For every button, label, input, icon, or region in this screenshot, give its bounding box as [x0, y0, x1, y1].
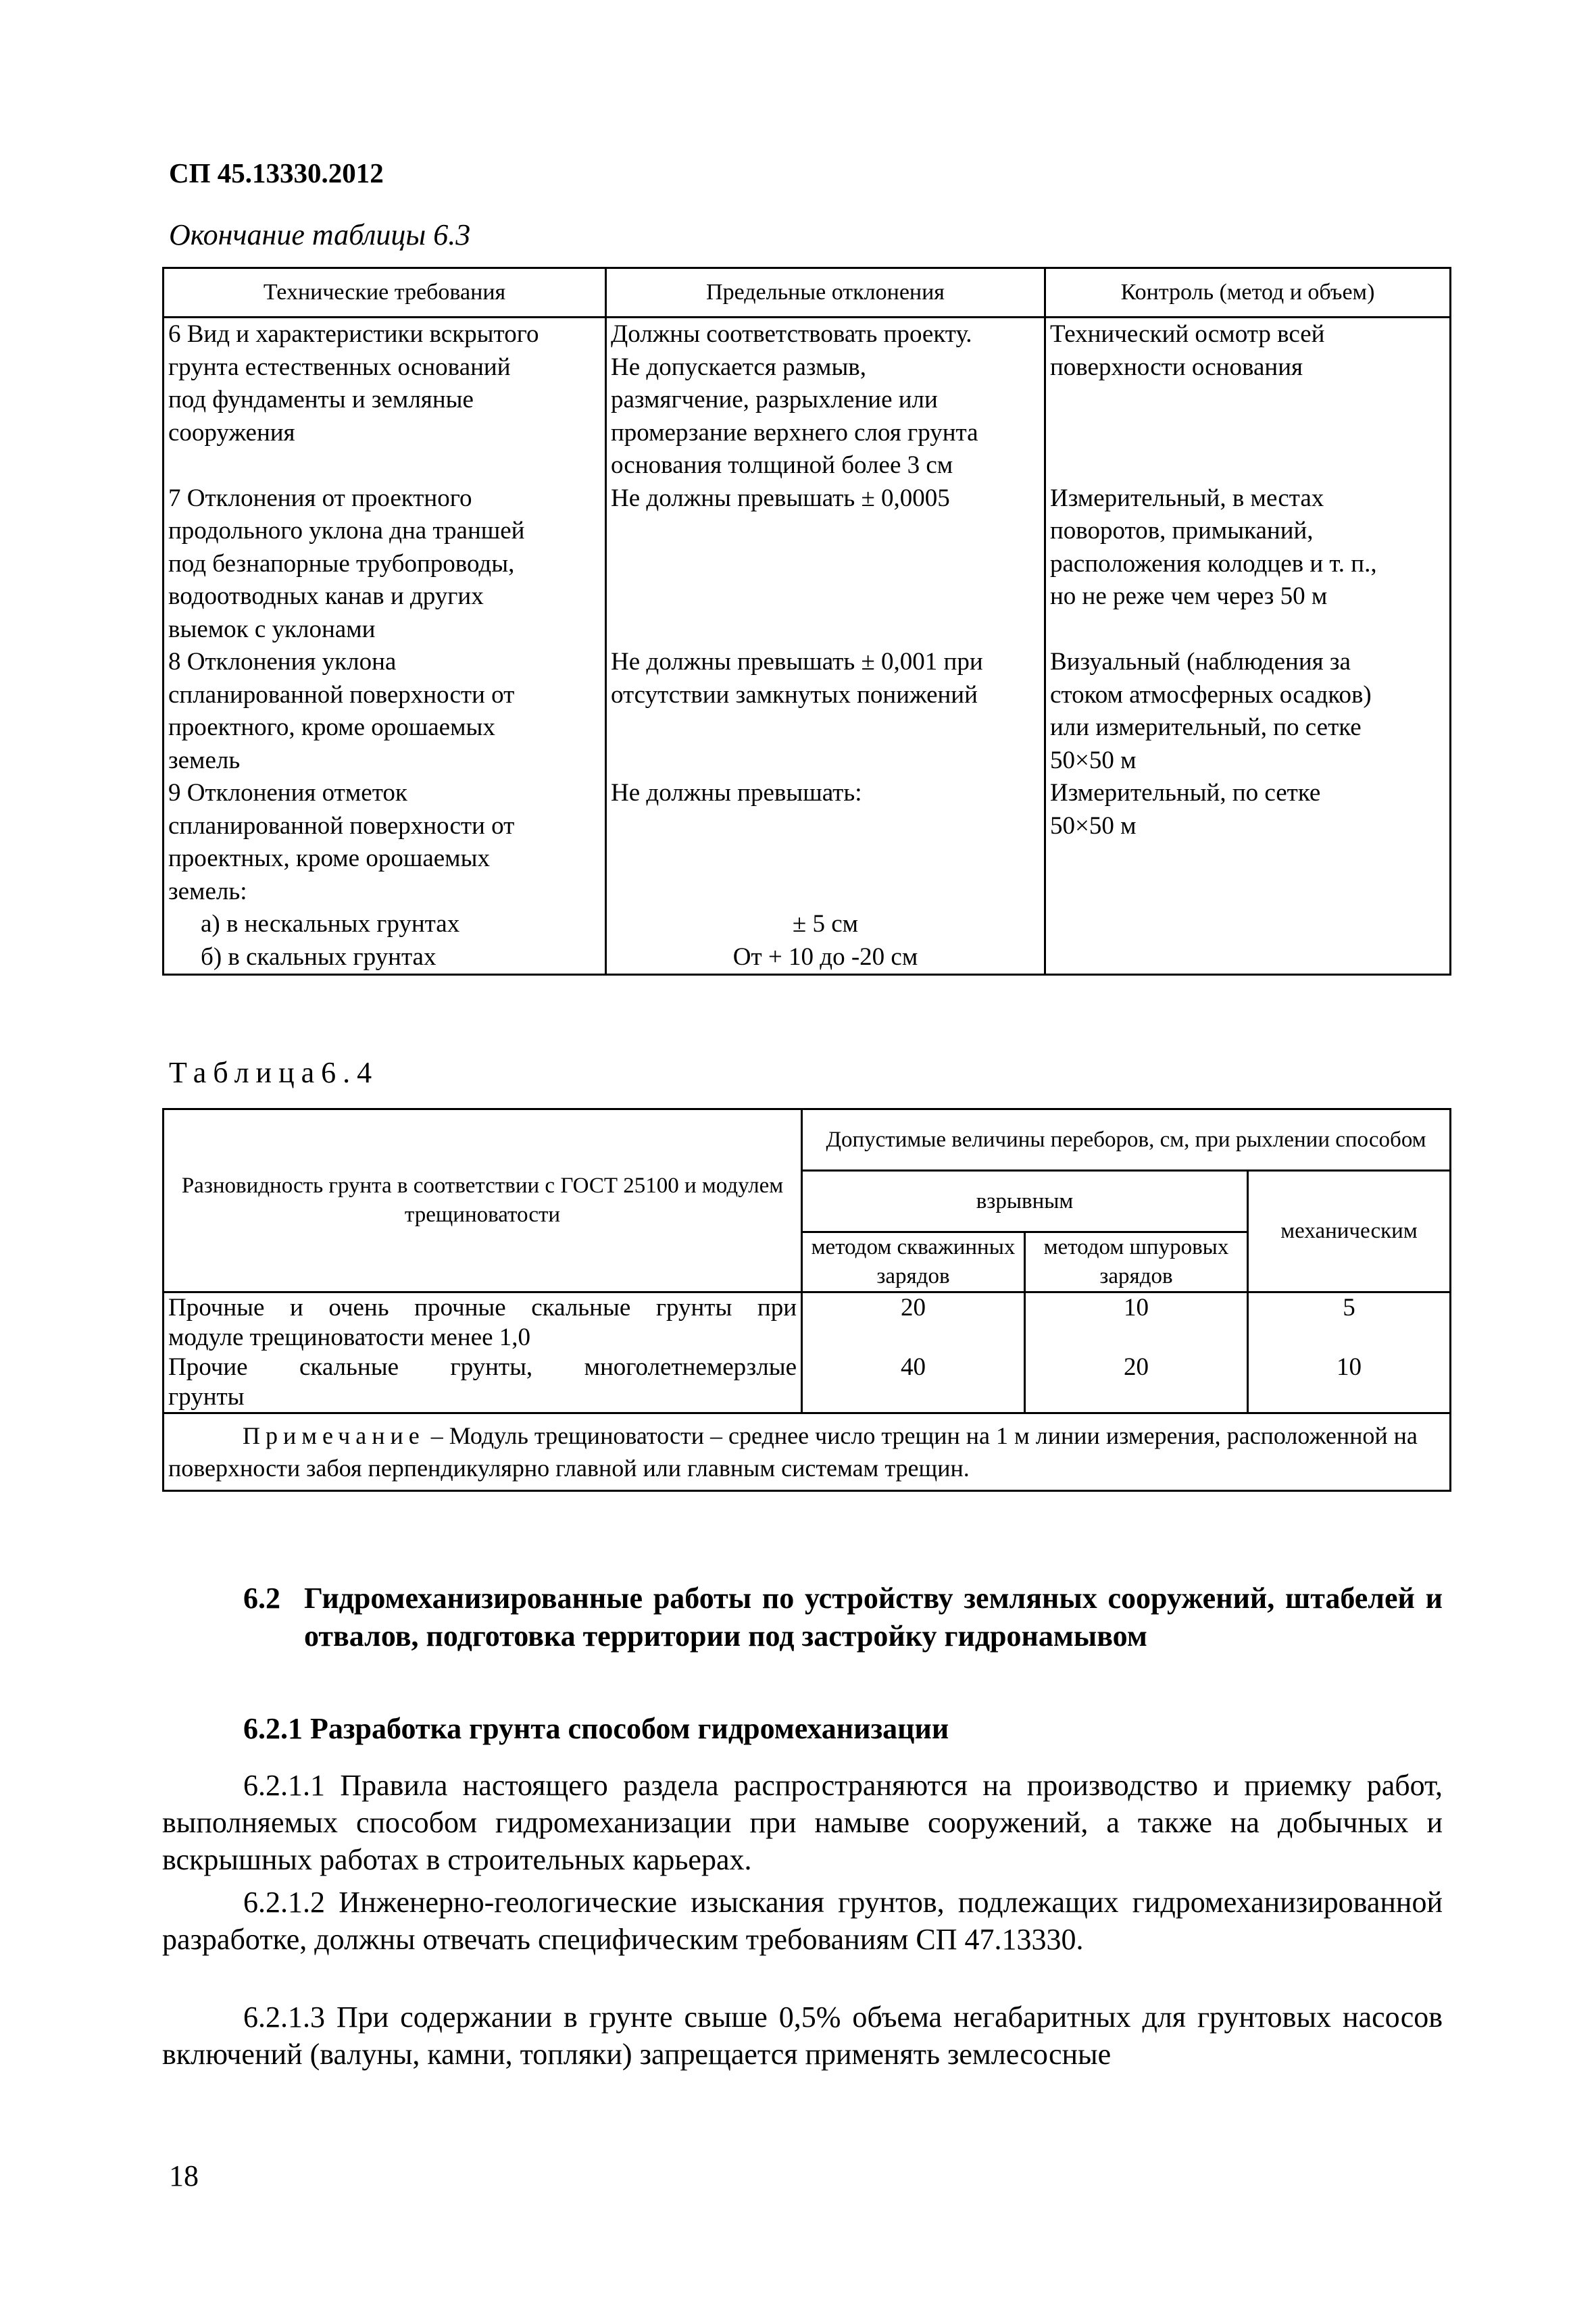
cell-line: Измерительный, по сетке	[1050, 779, 1321, 807]
cell-line: основания толщиной более 3 см	[611, 451, 953, 479]
column-group-header: Допустимые величины переборов, см, при рыхлении способом	[802, 1109, 1451, 1171]
cell-line: Измерительный, в местах	[1050, 484, 1324, 512]
value-cell: 5	[1248, 1292, 1451, 1353]
value-cell: 20	[1025, 1353, 1248, 1413]
sub-item-b: б) в скальных грунтах	[201, 942, 437, 971]
cell-line: 50×50 м	[1050, 811, 1137, 840]
cell-line: под фундаменты и земляные	[168, 386, 474, 413]
column-header: методом шпуровых зарядов	[1025, 1232, 1248, 1292]
sub-item-a-value: ± 5 см	[792, 910, 859, 938]
cell-line: выемок с уклонами	[168, 615, 376, 643]
table-caption: Окончание таблицы 6.3	[169, 218, 471, 251]
cell-line: поверхности основания	[1050, 353, 1303, 381]
value-cell: 20	[802, 1292, 1025, 1353]
column-group-header: взрывным	[802, 1171, 1248, 1232]
column-header: Технические требования	[164, 268, 606, 318]
deviation-cell	[606, 482, 1045, 647]
paragraph: 6.2.1.2 Инженерно-геологические изыскания грунтов, подлежащих гидромеханизированной разработке, должны отвечать специфическим требованиям СП 47.13330.	[162, 1886, 1443, 1956]
cell-line: Не допускается размыв,	[611, 353, 867, 381]
requirement-cell	[164, 646, 606, 777]
table-row	[164, 646, 1451, 777]
cell-line: Не должны превышать ± 0,0005	[611, 484, 950, 512]
control-cell	[1045, 318, 1451, 482]
subsection-heading: 6.2.1 Разработка грунта способом гидромеханизации	[243, 1712, 949, 1745]
cell-line: земель	[168, 746, 241, 774]
sub-item-b-value: От + 10 до -20 см	[732, 942, 918, 971]
cell-line: Должны соответствовать проекту.	[611, 320, 972, 348]
section-number: 6.2	[243, 1582, 280, 1615]
document-code: СП 45.13330.2012	[169, 157, 384, 188]
paragraph: 6.2.1.3 При содержании в грунте свыше 0,5% объема негабаритных для грунтовых насосов включений (валуны, камни, топляки) запрещается применять землесосные	[162, 2001, 1443, 2071]
cell-line: размягчение, разрыхление или	[611, 386, 938, 413]
table-6-3	[162, 267, 1451, 976]
section-title: Гидромеханизированные работы по устройству земляных сооружений, штабелей и отвалов, подготовка территории под застройку гидронамывом	[304, 1582, 1443, 1653]
value-cell: 10	[1248, 1353, 1451, 1413]
table-header-row	[164, 1109, 1451, 1171]
control-cell	[1045, 646, 1451, 777]
soil-type-cell	[164, 1292, 802, 1353]
column-header: Предельные отклонения	[606, 268, 1045, 318]
cell-line: 7 Отклонения от проектного	[168, 484, 472, 512]
cell-line: земель:	[168, 877, 247, 905]
cell-line: расположения колодцев и т. п.,	[1050, 549, 1377, 578]
page-number: 18	[169, 2159, 199, 2192]
cell-line: промерзание верхнего слоя грунта	[611, 418, 978, 447]
cell-line: Не должны превышать ± 0,001 при	[611, 648, 983, 676]
note-text: – Модуль трещиноватости – среднее число трещин на 1 м линии измерения, расположенной на поверхности забоя перпендикулярно главной или главным системам трещин.	[168, 1422, 1418, 1482]
column-header: Разновидность грунта в соответствии с ГОСТ 25100 и модулем трещиноватости	[164, 1109, 802, 1292]
table-header-row	[164, 268, 1451, 318]
requirement-cell	[164, 318, 606, 482]
column-header: механическим	[1248, 1171, 1451, 1292]
cell-line: Визуальный (наблюдения за	[1050, 648, 1351, 676]
value-cell: 10	[1025, 1292, 1248, 1353]
cell-line: грунта естественных оснований	[168, 353, 511, 381]
cell-line: Прочие скальные грунты, многолетнемерзлые	[168, 1353, 797, 1381]
table-row	[164, 777, 1451, 975]
requirement-cell	[164, 482, 606, 647]
table-caption: Таблица6.4	[169, 1056, 379, 1089]
table-note	[164, 1413, 1451, 1491]
cell-line: поворотов, примыканий,	[1050, 517, 1314, 545]
cell-line: продольного уклона дна траншей	[168, 517, 525, 545]
table-note-row	[164, 1413, 1451, 1491]
cell-line: спланированной поверхности от	[168, 811, 515, 840]
cell-line: проектных, кроме орошаемых	[168, 845, 490, 872]
table-6-4	[162, 1108, 1451, 1492]
cell-line: под безнапорные трубопроводы,	[168, 549, 515, 578]
cell-line: грунты	[168, 1383, 245, 1411]
control-cell	[1045, 777, 1451, 975]
column-header: Контроль (метод и объем)	[1045, 268, 1451, 318]
cell-line: водоотводных канав и других	[168, 582, 484, 610]
cell-line: Технический осмотр всей	[1050, 320, 1325, 348]
cell-line: проектного, кроме орошаемых	[168, 713, 495, 741]
cell-line: 9 Отклонения отметок	[168, 779, 407, 807]
cell-line: стоком атмосферных осадков)	[1050, 680, 1372, 709]
cell-line: спланированной поверхности от	[168, 680, 515, 709]
table-row	[164, 1292, 1451, 1353]
deviation-cell	[606, 777, 1045, 975]
deviation-cell	[606, 646, 1045, 777]
cell-line: 8 Отклонения уклона	[168, 648, 397, 676]
cell-line: Не должны превышать:	[611, 779, 862, 807]
requirement-cell	[164, 777, 606, 975]
deviation-cell	[606, 318, 1045, 482]
cell-line: 50×50 м	[1050, 746, 1137, 774]
cell-line: или измерительный, по сетке	[1050, 713, 1362, 741]
cell-line: но не реже чем через 50 м	[1050, 582, 1328, 610]
cell-line: модуле трещиноватости менее 1,0	[168, 1324, 530, 1351]
table-row	[164, 318, 1451, 482]
table-row	[164, 482, 1451, 647]
cell-line: Прочные и очень прочные скальные грунты при	[168, 1294, 797, 1322]
cell-line: отсутствии замкнутых понижений	[611, 680, 978, 709]
cell-line: сооружения	[168, 418, 295, 447]
column-header: методом скважинных зарядов	[802, 1232, 1025, 1292]
cell-line: 6 Вид и характеристики вскрытого	[168, 320, 539, 348]
value-cell: 40	[802, 1353, 1025, 1413]
table-row	[164, 1353, 1451, 1413]
soil-type-cell	[164, 1353, 802, 1413]
paragraph: 6.2.1.1 Правила настоящего раздела распространяются на производство и приемку работ, выполняемых способом гидромеханизации при намыве сооружений, а также на добычных и вскрышных работах в строительных карьерах.	[162, 1769, 1443, 1876]
note-label: Примечание	[243, 1422, 425, 1449]
sub-item-a: а) в нескальных грунтах	[201, 910, 460, 938]
section-heading	[243, 1580, 1443, 1655]
control-cell	[1045, 482, 1451, 647]
